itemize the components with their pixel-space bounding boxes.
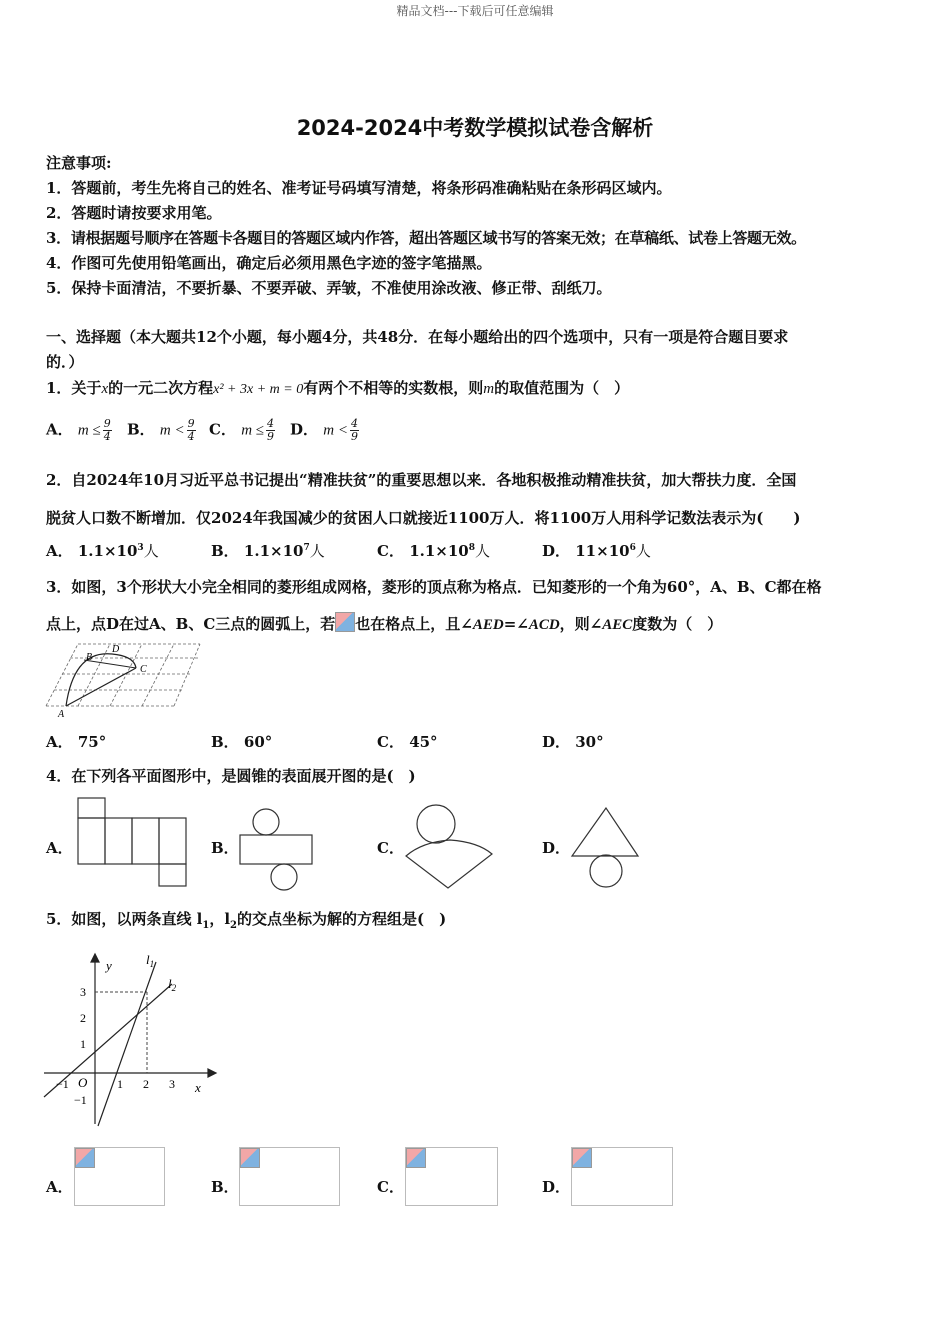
section-heading-line1: 一、选择题（本大题共12个小题，每小题4分，共48分．在每小题给出的四个选项中，只有一项是符合题目要求 xyxy=(46,328,789,346)
q1-post: 有两个不相等的实数根，则 xyxy=(303,379,484,397)
graph-x-label: x xyxy=(195,1080,201,1095)
q5-option-a-image[interactable] xyxy=(74,1147,165,1206)
question-5: 5．如图，以两条直线 $l_1$，$l_2$的交点坐标为解的方程组是( ) xyxy=(46,910,447,931)
graph-y-label: y xyxy=(106,958,112,973)
q1-option-b-label: B． xyxy=(127,420,155,439)
q1-option-a-expr: m ≤ xyxy=(77,422,101,439)
q5-option-d-label[interactable]: D． xyxy=(542,1178,571,1196)
broken-image-icon xyxy=(406,1148,426,1168)
q1-pre: 1．关于 xyxy=(46,379,102,397)
question-3-line2: 点上，点D在过A、B、C三点的圆弧上，若 也在格点上，且∠AED=∠ACD，则∠AEC度数为（ ） xyxy=(46,612,722,634)
q3-option-a[interactable]: A． 75° xyxy=(46,733,107,751)
q5-option-b-label[interactable]: B． xyxy=(211,1178,239,1196)
notice-item-1: 1．答题前，考生先将自己的姓名、准考证号码填写清楚，将条形码准确粘贴在条形码区域内。 xyxy=(46,179,672,197)
q2-option-d[interactable]: D． $11\times 10^6$人 xyxy=(542,542,651,560)
q4-option-d-figure[interactable] xyxy=(568,804,644,890)
q1-option-c-expr: m ≤ xyxy=(241,422,265,439)
q5-line-graph xyxy=(40,944,220,1130)
q1-mid: 的一元二次方程 xyxy=(108,379,214,397)
notice-item-4: 4．作图可先使用铅笔画出，确定后必须用黑色字迹的签字笔描黑。 xyxy=(46,254,492,272)
broken-image-icon xyxy=(75,1148,95,1168)
graph-x-tick-2: 2 xyxy=(143,1077,149,1091)
notice-item-5: 5．保持卡面清洁，不要折暴、不要弄破、弄皱，不准使用涂改液、修正带、刮纸刀。 xyxy=(46,279,612,297)
q5-option-b-image[interactable] xyxy=(239,1147,340,1206)
q1-option-c[interactable] xyxy=(209,418,275,443)
question-4: 4．在下列各平面图形中，是圆锥的表面展开图的是( ) xyxy=(46,767,416,785)
q4-option-b-label[interactable]: B． xyxy=(211,839,239,857)
graph-x-tick-3: 3 xyxy=(169,1077,175,1091)
q1-option-b-expr: m < xyxy=(159,422,185,439)
q1-option-d[interactable] xyxy=(290,418,359,443)
q3-fig-label-a: A xyxy=(58,709,65,720)
q3-fig-label-c: C xyxy=(140,664,147,675)
notice-item-2: 2．答题时请按要求用笔。 xyxy=(46,204,222,222)
q1-option-c-label: C． xyxy=(209,420,236,439)
broken-image-icon xyxy=(335,612,355,632)
page-title: 2024-2024中考数学模拟试卷含解析 xyxy=(296,116,654,140)
q1-option-d-label: D． xyxy=(290,420,319,439)
q1-option-d-expr: m < xyxy=(323,422,348,439)
q1-var-x: x xyxy=(101,381,109,397)
q4-option-a-label[interactable]: A． xyxy=(46,839,73,857)
q4-option-a-figure[interactable] xyxy=(76,796,188,892)
notice-heading: 注意事项: xyxy=(46,154,112,172)
q1-option-b[interactable] xyxy=(127,418,196,443)
q3-rhombus-grid-figure xyxy=(44,640,204,720)
q1-equation: x² + 3x + m = 0 xyxy=(213,382,304,397)
q5-option-d-image[interactable] xyxy=(571,1147,673,1206)
q2-option-b[interactable]: B． $1.1\times 10^7$人 xyxy=(211,542,325,560)
graph-y-tick-2: 2 xyxy=(80,1011,86,1025)
notice-item-3: 3．请根据题号顺序在答题卡各题目的答题区域内作答，超出答题区域书写的答案无效；在草稿纸、试卷上答题无效。 xyxy=(46,229,806,247)
q4-option-d-label[interactable]: D． xyxy=(542,839,571,857)
q1-end: 的取值范围为（ ） xyxy=(494,379,630,397)
q5-option-c-image[interactable] xyxy=(405,1147,498,1206)
q1-option-d-fraction: $\frac{4}{9}$ xyxy=(350,417,358,443)
question-2-line1: 2．自2024年10月习近平总书记提出“精准扶贫”的重要思想以来．各地积极推动精准扶贫，加大帮扶力度．全国 xyxy=(46,471,797,489)
q5-option-a-label[interactable]: A． xyxy=(46,1178,73,1196)
question-1 xyxy=(46,377,629,398)
q3-fig-label-d: D xyxy=(112,644,120,655)
q2-option-c[interactable]: C． $1.1\times 10^8$人 xyxy=(377,542,491,560)
q5-option-c-label[interactable]: C． xyxy=(377,1178,404,1196)
section-heading-line2: 的．） xyxy=(46,353,84,371)
q3-fig-label-b: B xyxy=(86,652,93,663)
graph-y-tick-1: 1 xyxy=(80,1037,86,1051)
q1-option-c-fraction: $\frac{4}{9}$ xyxy=(267,417,275,443)
q4-option-b-figure[interactable] xyxy=(236,808,316,892)
broken-image-icon xyxy=(240,1148,260,1168)
q1-var-m: m xyxy=(483,381,495,397)
q4-option-c-figure[interactable] xyxy=(402,804,498,892)
graph-x-tick-neg1: −1 xyxy=(56,1077,69,1091)
graph-origin-label: O xyxy=(78,1075,88,1090)
q2-option-a[interactable]: A． $1.1\times 10^3$人 xyxy=(46,542,159,560)
graph-y-tick-3: 3 xyxy=(80,985,86,999)
q1-option-a-label: A． xyxy=(46,420,73,439)
broken-image-icon xyxy=(572,1148,592,1168)
graph-y-tick-neg1: −1 xyxy=(74,1093,87,1107)
page-header: 精品文档---下载后可任意编辑 xyxy=(396,4,554,18)
graph-l1-label: $l_1$ xyxy=(146,952,155,969)
q1-option-b-fraction: $\frac{9}{4}$ xyxy=(187,417,195,443)
q4-option-c-label[interactable]: C． xyxy=(377,839,404,857)
q3-option-b[interactable]: B． 60° xyxy=(211,733,273,751)
graph-x-tick-1: 1 xyxy=(117,1077,123,1091)
q1-option-a-fraction: $\frac{9}{4}$ xyxy=(103,417,111,443)
q3-option-c[interactable]: C． 45° xyxy=(377,733,438,751)
graph-l2-label: $l_2$ xyxy=(168,976,177,993)
q1-option-a[interactable] xyxy=(46,418,112,443)
question-3-line1: 3．如图，3个形状大小完全相同的菱形组成网格，菱形的顶点称为格点．已知菱形的一个角为60°，A、B、C都在格 xyxy=(46,578,822,596)
q3-option-d[interactable]: D． 30° xyxy=(542,733,604,751)
question-2-line2: 脱贫人口数不断增加．仅2024年我国减少的贫困人口就接近1100万人．将1100万人用科学记数法表示为( ) xyxy=(46,509,801,527)
